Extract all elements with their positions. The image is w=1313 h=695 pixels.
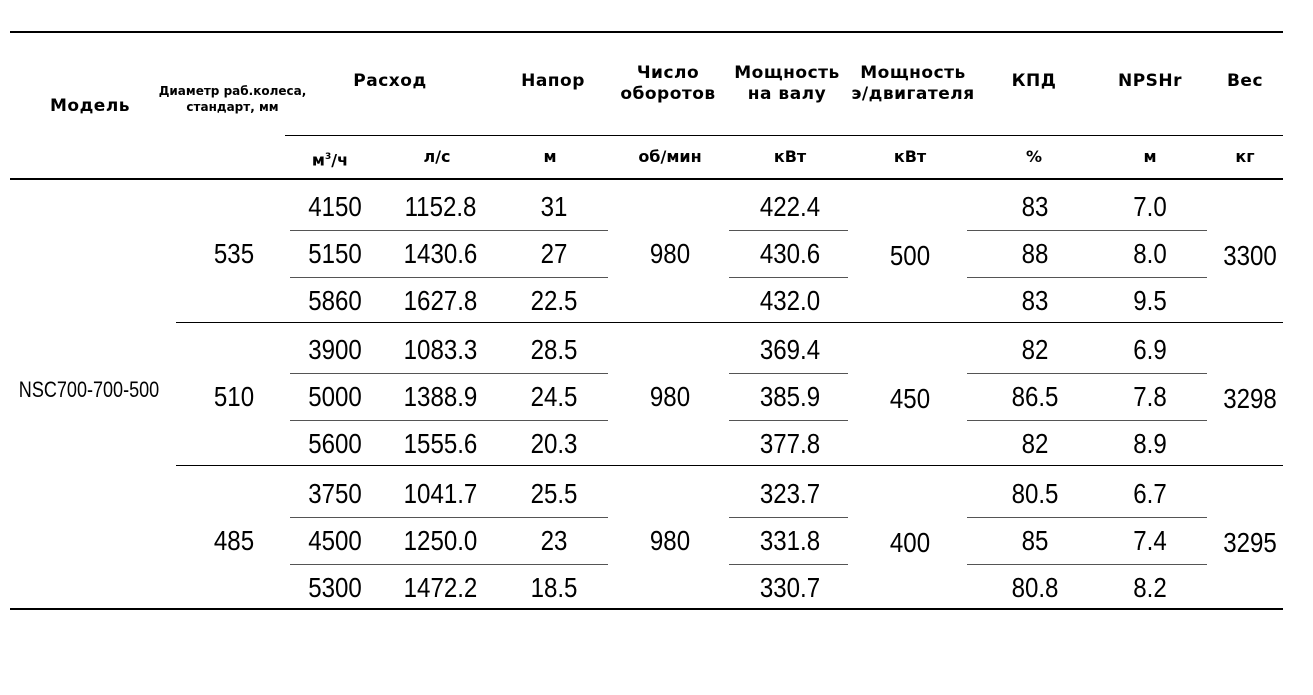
row-divider [729,230,848,231]
header-weight: Вес [1226,71,1264,91]
row-divider [967,420,1207,421]
shaft-power-cell: 377.8 [759,428,821,459]
model-name: NSC700-700-500 [18,377,160,402]
npshr-cell: 6.7 [1133,478,1167,509]
efficiency-cell: 82 [1021,428,1049,459]
row-divider [290,373,608,374]
motor-power-cell: 450 [889,383,931,414]
weight-cell: 3298 [1223,383,1277,414]
efficiency-cell: 83 [1021,191,1049,222]
head-cell: 24.5 [530,381,578,412]
unit-flow-m3h-sup: 3 [324,152,332,162]
npshr-cell: 8.9 [1133,428,1167,459]
header-motor-power-line1: Мощность [860,63,966,83]
speed-cell: 980 [649,381,691,412]
flow-m3h-cell: 5600 [308,428,362,459]
header-speed-line1: Число [636,63,700,83]
shaft-power-cell: 369.4 [759,334,821,365]
row-divider [967,517,1207,518]
flow-ls-cell: 1555.6 [403,428,478,459]
header-shaft-power-line2: на валу [747,84,827,104]
efficiency-cell: 82 [1021,334,1049,365]
head-cell: 23 [540,525,568,556]
shaft-power-cell: 330.7 [759,572,821,603]
header-shaft-power-line1: Мощность [734,63,840,83]
speed-cell: 980 [649,525,691,556]
motor-power-cell: 400 [889,527,931,558]
row-divider [967,564,1207,565]
flow-ls-cell: 1083.3 [403,334,478,365]
efficiency-cell: 80.8 [1011,572,1059,603]
row-divider [729,373,848,374]
flow-ls-cell: 1430.6 [403,238,478,269]
row-divider [729,277,848,278]
header-diameter-line2: стандарт, мм [186,100,279,114]
unit-motor-power: кВт [893,147,927,166]
head-cell: 25.5 [530,478,578,509]
header-diameter [150,83,315,115]
unit-flow-m3h-tail: /ч [331,150,349,170]
header-speed [598,63,738,105]
efficiency-cell: 86.5 [1011,381,1059,412]
head-cell: 18.5 [530,572,578,603]
weight-cell: 3300 [1223,240,1277,271]
header-efficiency: КПД [1011,71,1057,91]
flow-m3h-cell: 4500 [308,525,362,556]
npshr-cell: 7.0 [1133,191,1167,222]
unit-speed: об/мин [638,147,702,166]
shaft-power-cell: 323.7 [759,478,821,509]
header-npshr: NPSHr [1117,71,1183,91]
row-divider [290,420,608,421]
head-cell: 28.5 [530,334,578,365]
flow-m3h-cell: 5300 [308,572,362,603]
group-separator [176,465,1283,466]
npshr-cell: 8.2 [1133,572,1167,603]
efficiency-cell: 80.5 [1011,478,1059,509]
header-bottom-border [10,178,1283,180]
row-divider [967,373,1207,374]
flow-m3h-cell: 5000 [308,381,362,412]
head-cell: 31 [540,191,568,222]
row-divider [967,230,1207,231]
flow-m3h-cell: 3900 [308,334,362,365]
row-divider [729,517,848,518]
shaft-power-cell: 430.6 [759,238,821,269]
efficiency-cell: 88 [1021,238,1049,269]
efficiency-cell: 83 [1021,285,1049,316]
motor-power-cell: 500 [889,240,931,271]
header-model: Модель [49,96,131,116]
weight-cell: 3295 [1223,527,1277,558]
flow-ls-cell: 1041.7 [403,478,478,509]
unit-head: м [543,147,557,166]
diameter-cell: 535 [213,238,255,269]
unit-flow-m3h-base: м [311,150,325,170]
unit-efficiency: % [1025,147,1043,166]
speed-cell: 980 [649,238,691,269]
header-motor-power [843,63,983,105]
shaft-power-cell: 385.9 [759,381,821,412]
flow-m3h-cell: 3750 [308,478,362,509]
units-row-border [285,135,1283,136]
header-flow: Расход [353,71,427,91]
diameter-cell: 485 [213,525,255,556]
row-divider [290,564,608,565]
shaft-power-cell: 432.0 [759,285,821,316]
table-bottom-border [10,608,1283,610]
group-separator [176,322,1283,323]
head-cell: 22.5 [530,285,578,316]
row-divider [290,517,608,518]
npshr-cell: 9.5 [1133,285,1167,316]
row-divider [290,230,608,231]
header-diameter-line1: Диаметр раб.колеса, [158,84,307,98]
flow-ls-cell: 1627.8 [403,285,478,316]
flow-m3h-cell: 5150 [308,238,362,269]
shaft-power-cell: 422.4 [759,191,821,222]
npshr-cell: 8.0 [1133,238,1167,269]
npshr-cell: 7.4 [1133,525,1167,556]
table-top-border [10,31,1283,33]
row-divider [967,277,1207,278]
flow-ls-cell: 1388.9 [403,381,478,412]
unit-flow-ls: л/с [423,147,451,166]
header-head: Напор [521,71,585,91]
head-cell: 27 [540,238,568,269]
header-shaft-power [722,63,852,105]
unit-npshr: м [1143,147,1157,166]
row-divider [729,564,848,565]
unit-shaft-power: кВт [773,147,807,166]
flow-m3h-cell: 5860 [308,285,362,316]
unit-weight: кг [1235,147,1255,166]
header-motor-power-line2: э/двигателя [851,84,975,104]
efficiency-cell: 85 [1021,525,1049,556]
flow-ls-cell: 1250.0 [403,525,478,556]
unit-flow-m3h [290,147,370,170]
npshr-cell: 7.8 [1133,381,1167,412]
row-divider [729,420,848,421]
flow-m3h-cell: 4150 [308,191,362,222]
header-speed-line2: оборотов [620,84,716,104]
npshr-cell: 6.9 [1133,334,1167,365]
flow-ls-cell: 1472.2 [403,572,478,603]
head-cell: 20.3 [530,428,578,459]
shaft-power-cell: 331.8 [759,525,821,556]
row-divider [290,277,608,278]
diameter-cell: 510 [213,381,255,412]
flow-ls-cell: 1152.8 [404,191,477,222]
